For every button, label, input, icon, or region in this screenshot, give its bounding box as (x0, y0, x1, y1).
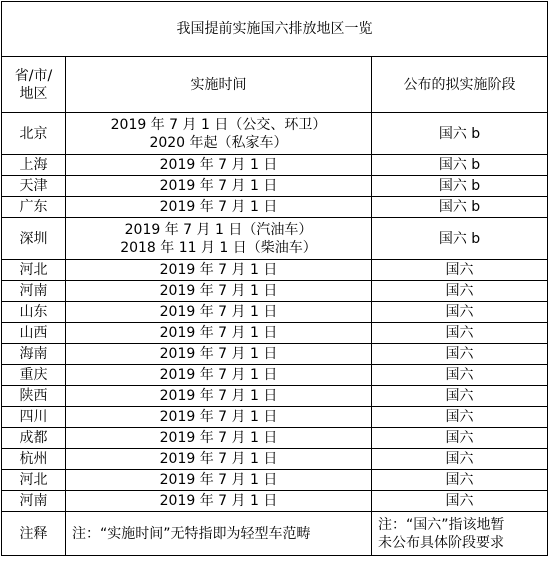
stage-cell: 国六 (372, 449, 548, 470)
table-row (2, 491, 548, 512)
table-row (2, 428, 548, 449)
time-cell (66, 344, 372, 365)
table-title: 我国提前实施国六排放地区一览 (2, 2, 548, 57)
time-line: 2019 年 7 月 1 日 (159, 429, 278, 446)
time-cell (66, 386, 372, 407)
time-line: 2018 年 11 月 1 日（柴油车） (120, 239, 317, 256)
table-row (2, 449, 548, 470)
table-row (2, 197, 548, 218)
note-stage (372, 512, 548, 556)
note-time: 注：“实施时间”无特指即为轻型车范畴 (66, 512, 372, 556)
table-row (2, 344, 548, 365)
region-cell: 四川 (2, 407, 66, 428)
time-line: 2019 年 7 月 1 日 (159, 366, 278, 383)
time-cell (66, 302, 372, 323)
time-line: 2019 年 7 月 1 日 (159, 408, 278, 425)
stage-cell: 国六 b (372, 113, 548, 155)
region-cell: 河北 (2, 260, 66, 281)
region-cell: 重庆 (2, 365, 66, 386)
stage-cell: 国六 (372, 386, 548, 407)
header-region: 省/市/地区 (2, 57, 66, 113)
table-row (2, 365, 548, 386)
stage-cell: 国六 b (372, 176, 548, 197)
time-cell (66, 281, 372, 302)
stage-cell: 国六 (372, 491, 548, 512)
table-row (2, 386, 548, 407)
note-stage-line: 注：“国六”指该地暂 (378, 516, 505, 533)
region-cell: 上海 (2, 155, 66, 176)
header-row (2, 57, 548, 113)
time-cell (66, 323, 372, 344)
stage-cell: 国六 (372, 281, 548, 302)
table-row (2, 176, 548, 197)
time-line: 2019 年 7 月 1 日 (159, 198, 278, 215)
stage-cell: 国六 (372, 344, 548, 365)
time-line: 2020 年起（私家车） (149, 134, 288, 151)
note-row (2, 512, 548, 556)
time-cell (66, 428, 372, 449)
region-cell: 山东 (2, 302, 66, 323)
table-row (2, 470, 548, 491)
time-line: 2019 年 7 月 1 日 (159, 492, 278, 509)
time-cell (66, 470, 372, 491)
table-row (2, 260, 548, 281)
time-line: 2019 年 7 月 1 日 (159, 324, 278, 341)
region-cell: 广东 (2, 197, 66, 218)
time-line: 2019 年 7 月 1 日 (159, 156, 278, 173)
region-cell: 河南 (2, 491, 66, 512)
time-line: 2019 年 7 月 1 日（公交、环卫） (110, 116, 327, 133)
time-cell (66, 176, 372, 197)
time-line: 2019 年 7 月 1 日 (159, 177, 278, 194)
time-cell (66, 197, 372, 218)
region-cell: 河北 (2, 470, 66, 491)
stage-cell: 国六 (372, 323, 548, 344)
region-cell: 天津 (2, 176, 66, 197)
title-row (2, 2, 548, 57)
stage-cell: 国六 (372, 365, 548, 386)
region-cell: 北京 (2, 113, 66, 155)
time-cell (66, 218, 372, 260)
time-line: 2019 年 7 月 1 日 (159, 387, 278, 404)
table-row (2, 323, 548, 344)
note-label: 注释 (2, 512, 66, 556)
region-cell: 山西 (2, 323, 66, 344)
time-cell (66, 260, 372, 281)
region-cell: 成都 (2, 428, 66, 449)
table-row (2, 113, 548, 155)
table-row (2, 302, 548, 323)
time-line: 2019 年 7 月 1 日（汽油车） (124, 221, 313, 238)
time-line: 2019 年 7 月 1 日 (159, 450, 278, 467)
time-line: 2019 年 7 月 1 日 (159, 261, 278, 278)
time-line: 2019 年 7 月 1 日 (159, 345, 278, 362)
time-cell (66, 155, 372, 176)
time-line: 2019 年 7 月 1 日 (159, 303, 278, 320)
header-time: 实施时间 (66, 57, 372, 113)
table-row (2, 155, 548, 176)
time-cell (66, 113, 372, 155)
emission-table (1, 1, 548, 556)
time-line: 2019 年 7 月 1 日 (159, 282, 278, 299)
stage-cell: 国六 (372, 260, 548, 281)
stage-cell: 国六 b (372, 218, 548, 260)
time-cell (66, 407, 372, 428)
time-line: 2019 年 7 月 1 日 (159, 471, 278, 488)
region-cell: 陕西 (2, 386, 66, 407)
table-row (2, 407, 548, 428)
table-body (2, 2, 548, 556)
stage-cell: 国六 b (372, 155, 548, 176)
stage-cell: 国六 (372, 470, 548, 491)
stage-cell: 国六 b (372, 197, 548, 218)
time-cell (66, 491, 372, 512)
note-stage-line: 未公布具体阶段要求 (378, 534, 504, 551)
time-cell (66, 449, 372, 470)
header-stage: 公布的拟实施阶段 (372, 57, 548, 113)
table-row (2, 218, 548, 260)
region-cell: 海南 (2, 344, 66, 365)
table-row (2, 281, 548, 302)
time-cell (66, 365, 372, 386)
region-cell: 深圳 (2, 218, 66, 260)
stage-cell: 国六 (372, 407, 548, 428)
region-cell: 杭州 (2, 449, 66, 470)
region-cell: 河南 (2, 281, 66, 302)
stage-cell: 国六 (372, 302, 548, 323)
stage-cell: 国六 (372, 428, 548, 449)
